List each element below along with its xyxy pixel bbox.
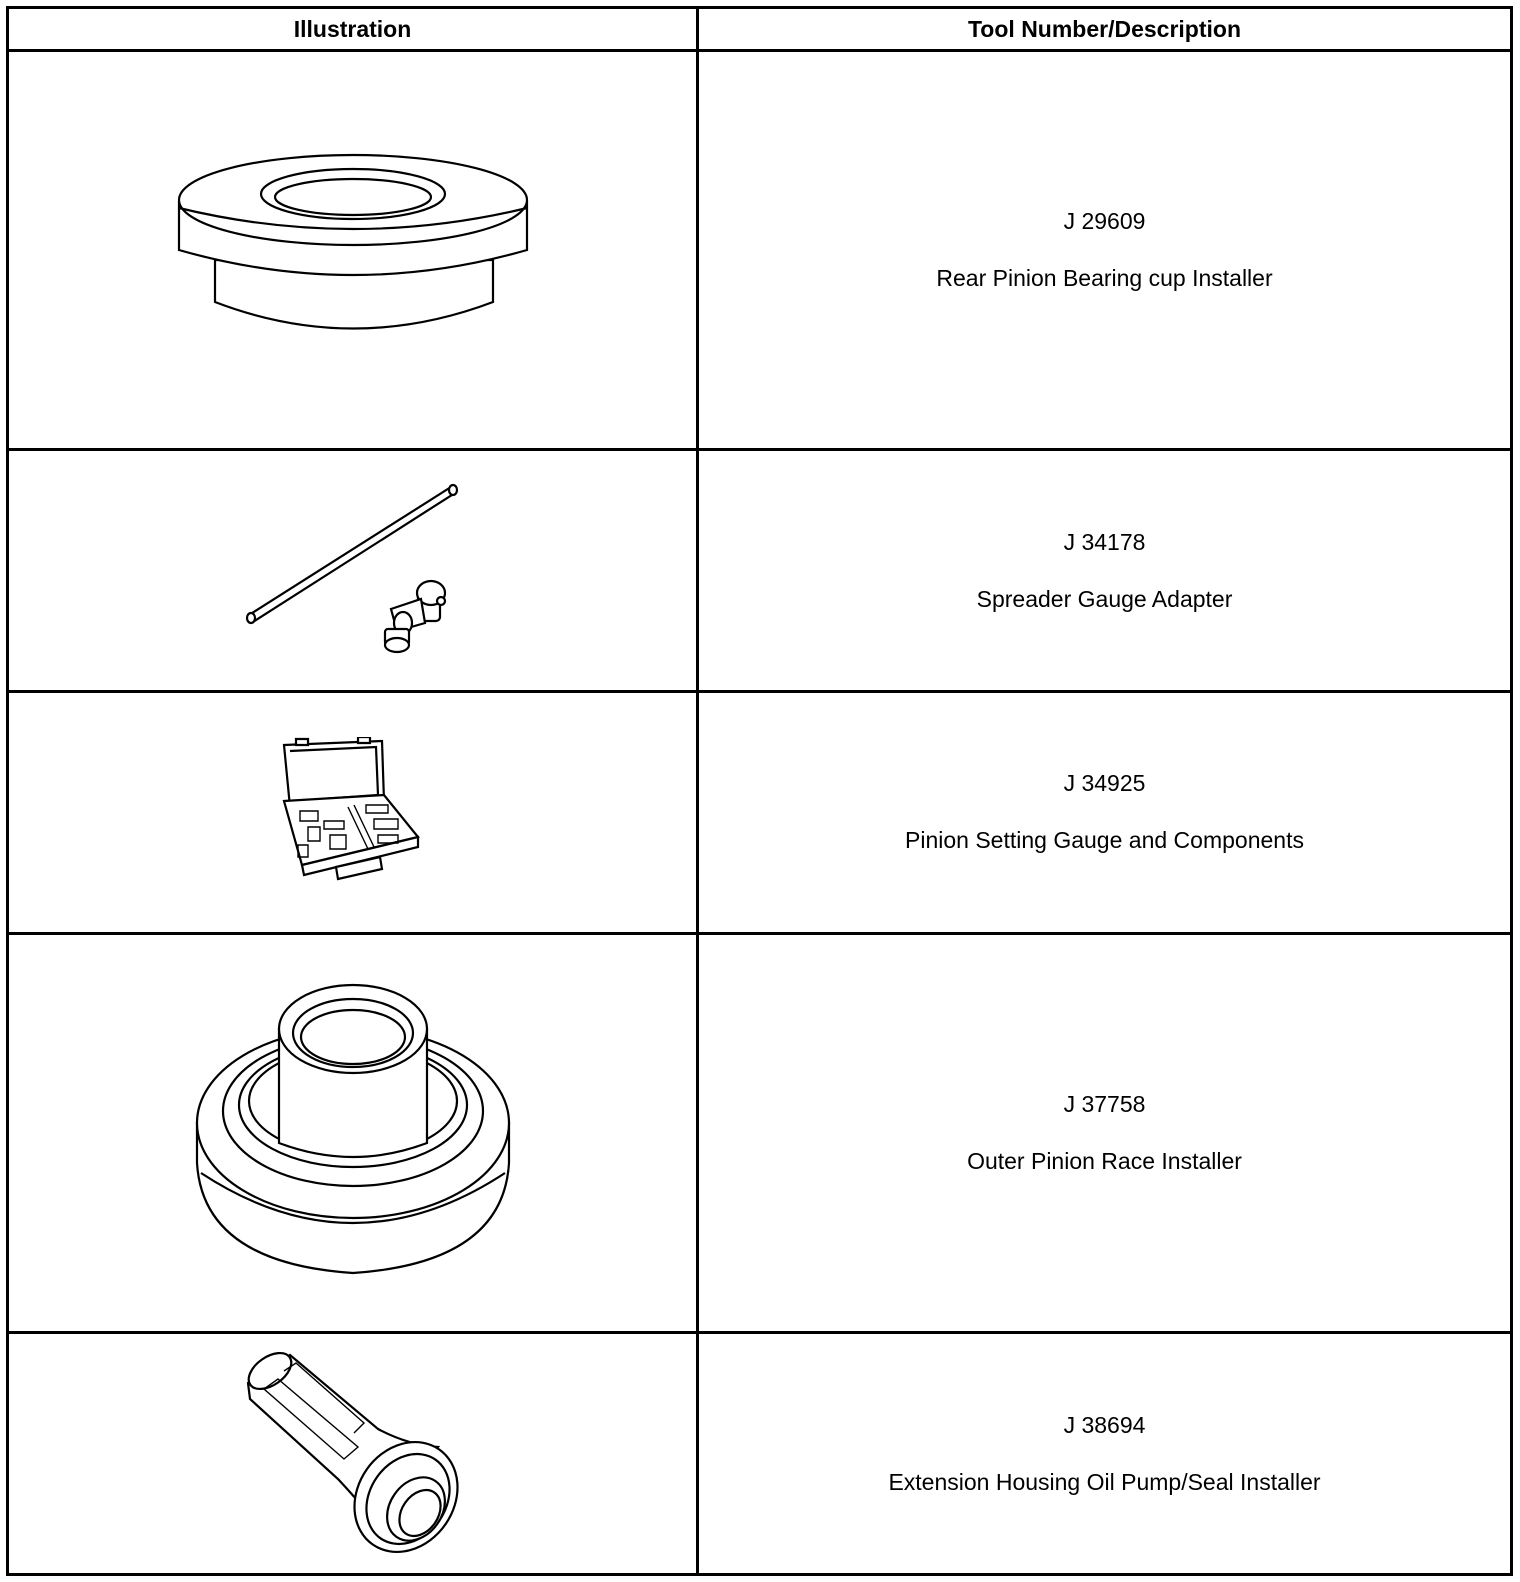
table-header-row — [8, 8, 1512, 51]
illustration-cell — [8, 450, 698, 692]
table-row — [8, 1333, 1512, 1575]
tool-number: J 37758 — [1063, 1090, 1146, 1117]
tool-name: Rear Pinion Bearing cup Installer — [936, 265, 1273, 292]
description-cell — [698, 933, 1512, 1332]
special-tools-table — [6, 6, 1513, 1576]
tool-number: J 34925 — [1063, 770, 1146, 797]
tool-name: Outer Pinion Race Installer — [967, 1147, 1242, 1174]
table-row — [8, 692, 1512, 934]
illustration-cell — [8, 51, 698, 450]
tool-number: J 29609 — [1063, 208, 1146, 235]
illustration-cell — [8, 933, 698, 1332]
tool-name: Spreader Gauge Adapter — [976, 585, 1233, 612]
description-cell — [698, 51, 1512, 450]
seal-installer-icon — [238, 1349, 468, 1559]
tool-number: J 34178 — [1063, 528, 1146, 555]
bearing-cup-installer-icon — [173, 150, 533, 350]
tool-name: Extension Housing Oil Pump/Seal Installer — [888, 1468, 1321, 1495]
spreader-gauge-adapter-icon — [243, 481, 463, 661]
tool-name: Pinion Setting Gauge and Components — [905, 827, 1304, 854]
description-cell — [698, 450, 1512, 692]
description-cell — [698, 692, 1512, 934]
header-illustration: Illustration — [8, 8, 698, 51]
table-row — [8, 933, 1512, 1332]
description-cell — [698, 1333, 1512, 1575]
illustration-cell — [8, 692, 698, 934]
tool-number: J 38694 — [1063, 1411, 1146, 1438]
header-tool-description: Tool Number/Description — [698, 8, 1512, 51]
race-installer-icon — [193, 973, 513, 1293]
illustration-cell — [8, 1333, 698, 1575]
gauge-case-icon — [278, 737, 428, 887]
table-row — [8, 51, 1512, 450]
table-row — [8, 450, 1512, 692]
